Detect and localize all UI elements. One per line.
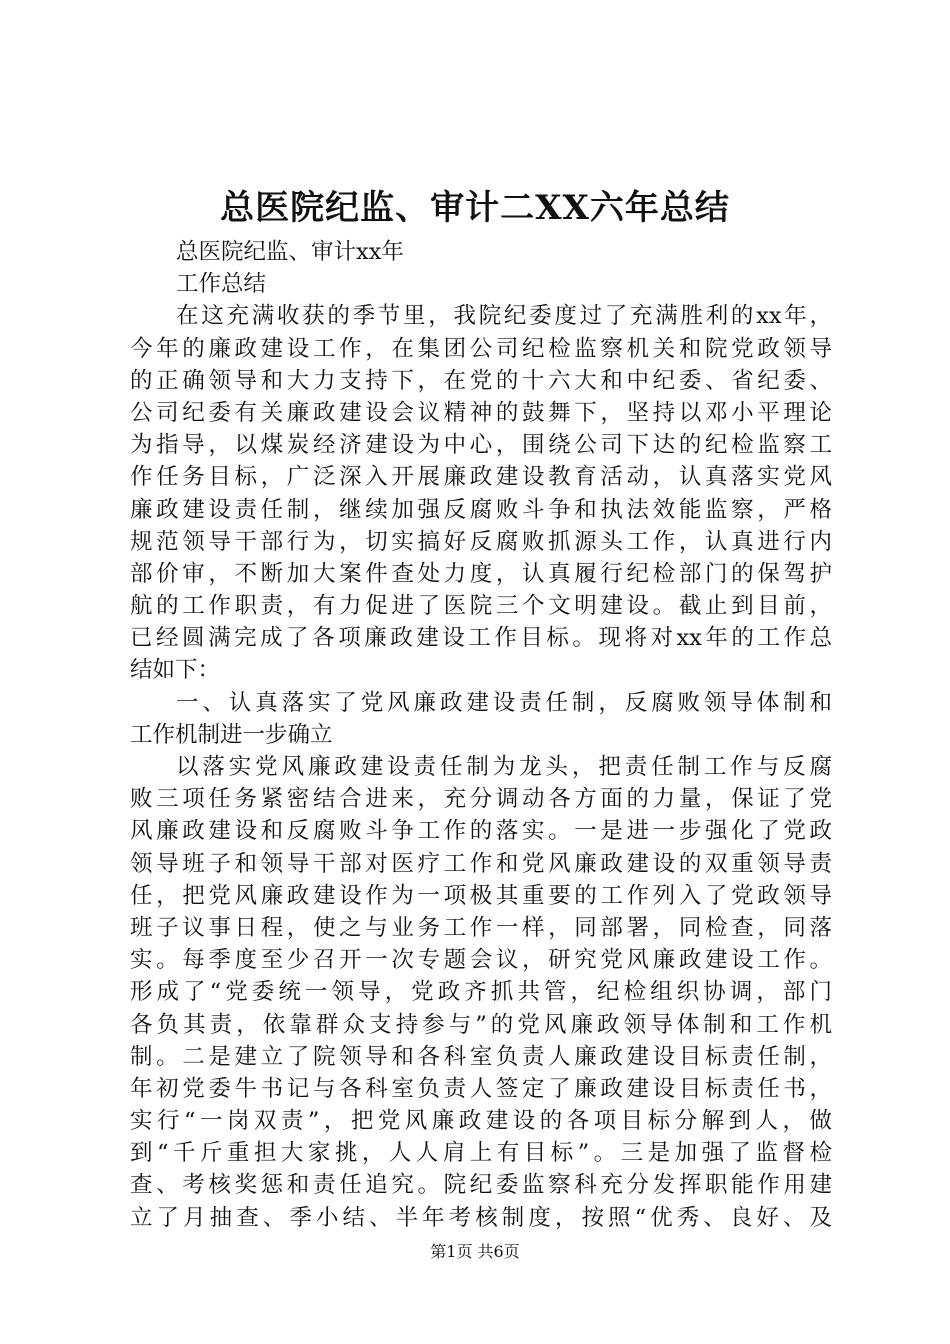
body-line: 到“千斤重担大家挑，人人肩上有目标”。三是加强了监督检 xyxy=(130,1140,832,1167)
body-line: 结如下： xyxy=(130,657,221,684)
body-line: 败三项任务紧密结合进来，充分调动各方面的力量，保证了党 xyxy=(130,786,832,813)
body-line: 查、考核奖惩和责任追究。院纪委监察科充分发挥职能作用建 xyxy=(130,1172,832,1199)
body-line: 在这充满收获的季节里，我院纪委度过了充满胜利的xx年， xyxy=(176,303,832,330)
body-line: 年初党委牛书记与各科室负责人签定了廉政建设目标责任书， xyxy=(130,1075,832,1102)
body-line: 一、认真落实了党风廉政建设责任制，反腐败领导体制和 xyxy=(176,689,832,716)
body-line: 航的工作职责，有力促进了医院三个文明建设。截止到目前， xyxy=(130,593,832,620)
body-line: 工作机制进一步确立 xyxy=(130,721,333,748)
body-line: 为指导，以煤炭经济建设为中心，围绕公司下达的纪检监察工 xyxy=(130,432,832,459)
body-line: 作任务目标，广泛深入开展廉政建设教育活动，认真落实党风 xyxy=(130,464,832,491)
body-line: 公司纪委有关廉政建设会议精神的鼓舞下，坚持以邓小平理论 xyxy=(130,399,832,426)
body-line: 规范领导干部行为，切实搞好反腐败抓源头工作，认真进行内 xyxy=(130,528,832,555)
document-body xyxy=(130,236,832,1234)
body-line: 实。每季度至少召开一次专题会议，研究党风廉政建设工作。 xyxy=(130,947,832,974)
body-line: 立了月抽查、季小结、半年考核制度，按照“优秀、良好、及 xyxy=(130,1204,832,1231)
body-line: 工作总结 xyxy=(176,271,267,298)
body-line: 各负其责，依靠群众支持参与”的党风廉政领导体制和工作机 xyxy=(130,1011,832,1038)
body-line: 风廉政建设和反腐败斗争工作的落实。一是进一步强化了党政 xyxy=(130,818,832,845)
body-line: 领导班子和领导干部对医疗工作和党风廉政建设的双重领导责 xyxy=(130,850,832,877)
body-line: 今年的廉政建设工作，在集团公司纪检监察机关和院党政领导 xyxy=(130,335,832,362)
document-title: 总医院纪监、审计二XX六年总结 xyxy=(220,188,730,228)
body-line: 任，把党风廉政建设作为一项极其重要的工作列入了党政领导 xyxy=(130,882,832,909)
page-footer: 第1页 共6页 xyxy=(430,1242,520,1261)
body-line: 已经圆满完成了各项廉政建设工作目标。现将对xx年的工作总 xyxy=(130,625,832,652)
body-line: 制。二是建立了院领导和各科室负责人廉政建设目标责任制， xyxy=(130,1043,832,1070)
body-line: 的正确领导和大力支持下，在党的十六大和中纪委、省纪委、 xyxy=(130,367,832,394)
body-line: 形成了“党委统一领导，党政齐抓共管，纪检组织协调，部门 xyxy=(130,979,832,1006)
body-line: 以落实党风廉政建设责任制为龙头，把责任制工作与反腐 xyxy=(176,754,832,780)
body-line: 班子议事日程，使之与业务工作一样，同部署，同检查，同落 xyxy=(130,914,832,941)
body-line: 廉政建设责任制，继续加强反腐败斗争和执法效能监察，严格 xyxy=(130,496,832,523)
body-line: 总医院纪监、审计xx年 xyxy=(176,239,404,265)
body-line: 部价审，不断加大案件查处力度，认真履行纪检部门的保驾护 xyxy=(130,560,832,587)
body-line: 实行“一岗双责”，把党风廉政建设的各项目标分解到人，做 xyxy=(130,1108,832,1135)
